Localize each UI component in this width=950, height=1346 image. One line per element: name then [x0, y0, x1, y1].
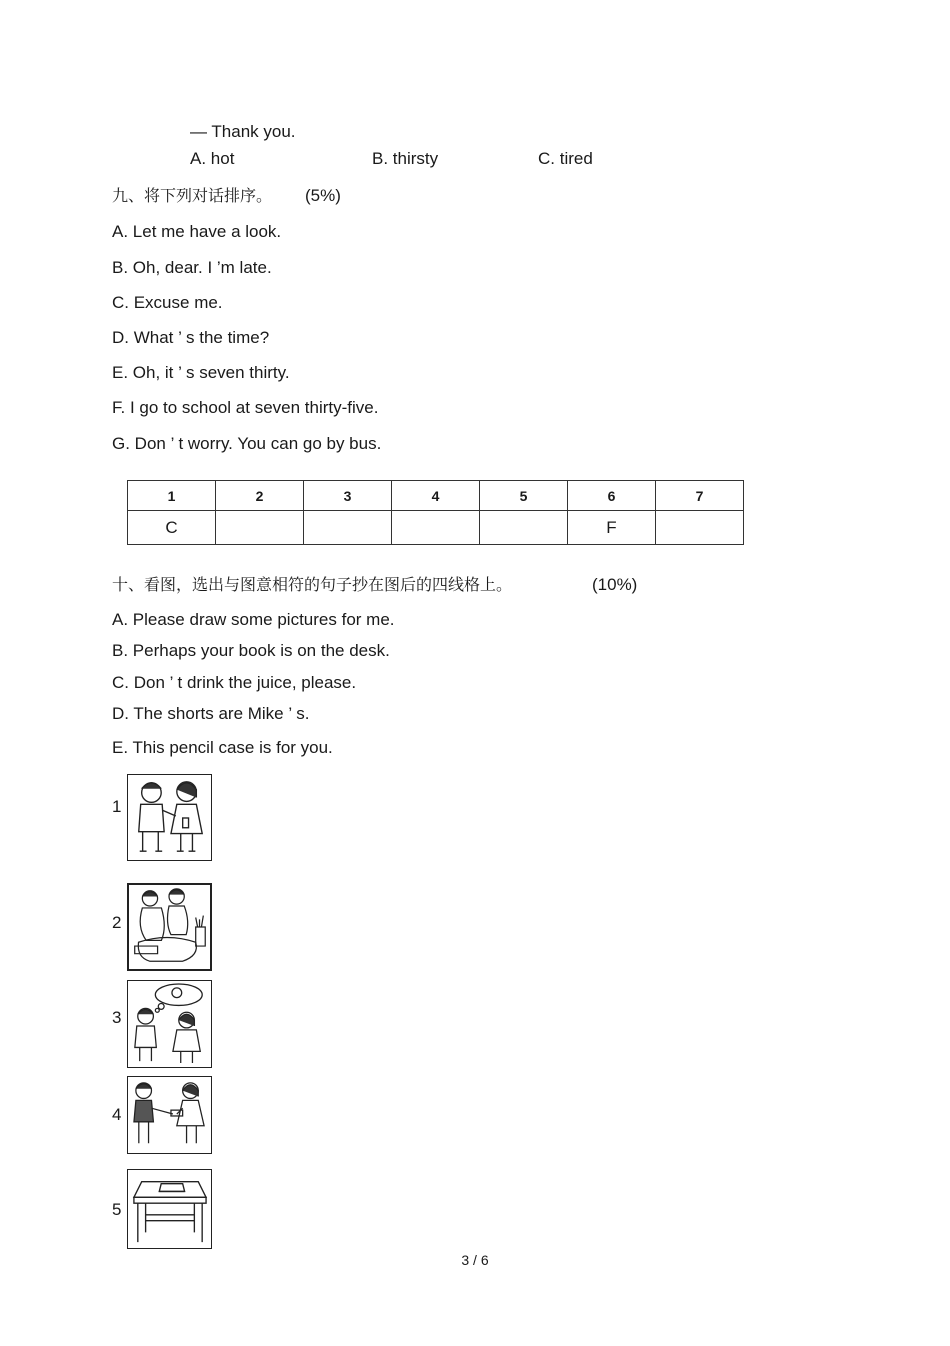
section10-item-c: C. Don ’ t drink the juice, please.: [112, 673, 357, 692]
answer-table-header: 6: [568, 481, 656, 511]
answer-table-header: 3: [304, 481, 392, 511]
two-children-drink-icon: [127, 774, 212, 861]
q8-option-a: A. hot: [190, 149, 235, 168]
section10-item-d: D. The shorts are Mike ’ s.: [112, 704, 310, 723]
answer-cell[interactable]: F: [568, 511, 656, 545]
answer-cell[interactable]: C: [128, 511, 216, 545]
answer-cell[interactable]: [656, 511, 744, 545]
picture-number-1: 1: [112, 797, 122, 816]
picture-number-3: 3: [112, 1008, 122, 1027]
answer-table: [127, 480, 744, 545]
section9-item-a: A. Let me have a look.: [112, 222, 282, 241]
section9-item-b: B. Oh, dear. I ’m late.: [112, 258, 272, 277]
children-drawing-icon: [127, 883, 212, 971]
section10-item-b: B. Perhaps your book is on the desk.: [112, 641, 390, 660]
answer-cell[interactable]: [392, 511, 480, 545]
section9-item-e: E. Oh, it ’ s seven thirty.: [112, 363, 290, 382]
section9-title: 九、将下列对话排序。: [112, 186, 273, 205]
answer-cell[interactable]: [480, 511, 568, 545]
section10-title: 十、看图，选出与图意相符的句子抄在图后的四线格上。: [112, 575, 513, 594]
picture-number-2: 2: [112, 913, 122, 932]
children-thinking-icon: [127, 980, 212, 1068]
section10-item-a: A. Please draw some pictures for me.: [112, 610, 395, 629]
answer-table-header: 5: [480, 481, 568, 511]
answer-table-header: 2: [216, 481, 304, 511]
answer-table-header: 4: [392, 481, 480, 511]
desk-with-book-icon: [127, 1169, 212, 1249]
answer-table-header-row: [128, 481, 744, 511]
section9-item-d: D. What ’ s the time?: [112, 328, 270, 347]
picture-number-5: 5: [112, 1200, 122, 1219]
answer-cell[interactable]: [304, 511, 392, 545]
q8-option-c: C. tired: [538, 149, 593, 168]
picture-number-4: 4: [112, 1105, 122, 1124]
section10-item-e: E. This pencil case is for you.: [112, 738, 333, 757]
section9-item-c: C. Excuse me.: [112, 293, 223, 312]
section9-item-g: G. Don ’ t worry. You can go by bus.: [112, 434, 382, 453]
section9-item-f: F. I go to school at seven thirty-five.: [112, 398, 379, 417]
children-gift-icon: [127, 1076, 212, 1154]
section9-score: (5%): [305, 186, 341, 205]
q8-option-b: B. thirsty: [372, 149, 439, 168]
q8-reply: — Thank you.: [190, 122, 296, 141]
answer-table-header: 1: [128, 481, 216, 511]
answer-table-header: 7: [656, 481, 744, 511]
section10-score: (10%): [592, 575, 638, 594]
answer-table-answer-row: [128, 511, 744, 545]
page-number: 3 / 6: [461, 1252, 489, 1268]
answer-cell[interactable]: [216, 511, 304, 545]
